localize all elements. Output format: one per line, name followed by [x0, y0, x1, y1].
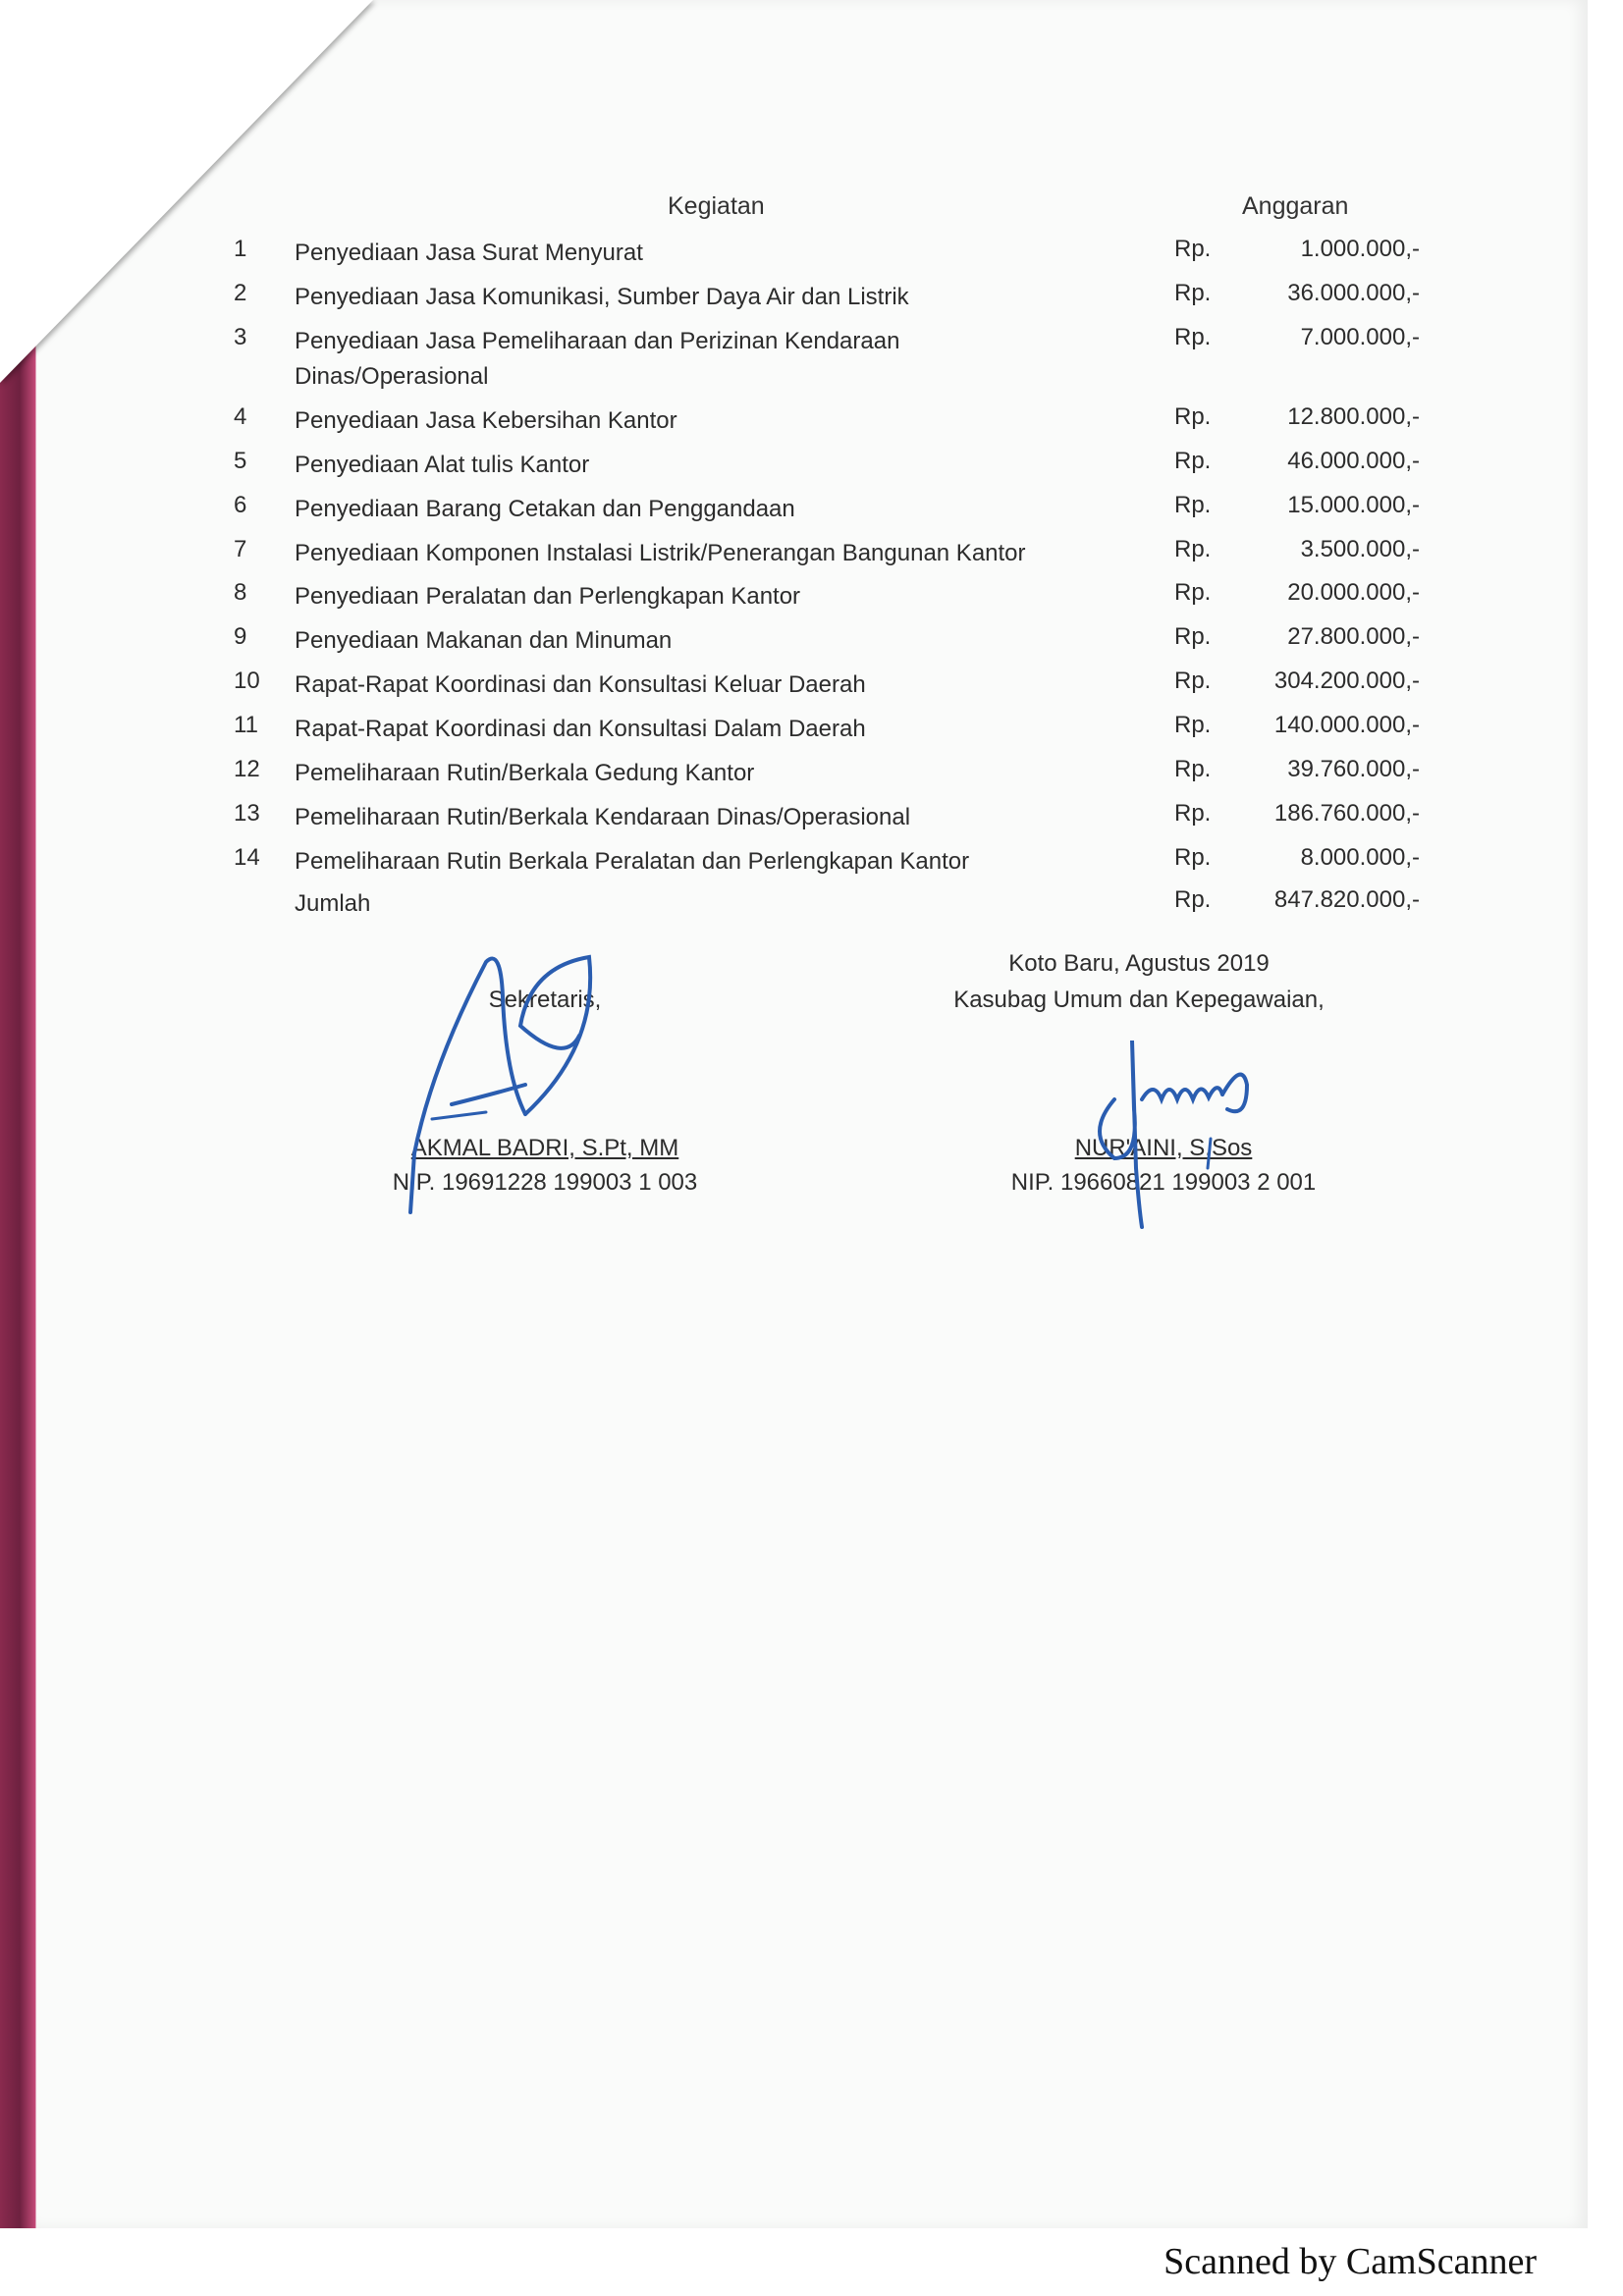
table-row	[0, 448, 1623, 491]
signatory-right-title: Kasubag Umum dan Kepegawaian,	[953, 987, 1325, 1013]
row-currency: Rp.	[1174, 536, 1212, 562]
row-amount: 15.000.000,-	[1287, 492, 1420, 518]
row-description: Penyediaan Jasa Surat Menyurat	[295, 240, 643, 266]
signatory-right-nip: NIP. 19660821 199003 2 001	[1010, 1169, 1317, 1196]
row-currency: Rp.	[1174, 448, 1212, 474]
row-amount: 3.500.000,-	[1300, 536, 1420, 562]
row-currency: Rp.	[1174, 579, 1212, 606]
row-number: 9	[234, 623, 247, 650]
row-number: 11	[234, 712, 258, 738]
table-row	[0, 844, 1623, 887]
table-row	[0, 324, 1623, 402]
row-number: 5	[234, 448, 247, 474]
row-currency: Rp.	[1174, 280, 1212, 306]
row-description: Rapat-Rapat Koordinasi dan Konsultasi Dalam Daerah	[295, 716, 866, 742]
table-row	[0, 492, 1623, 535]
row-currency: Rp.	[1174, 667, 1212, 694]
signatory-left-name: AKMAL BADRI, S.Pt, MM	[410, 1135, 679, 1161]
row-description: Pemeliharaan Rutin Berkala Peralatan dan Perlengkapan Kantor	[295, 848, 970, 875]
total-amount: 847.820.000,-	[1273, 886, 1420, 913]
row-description: Penyediaan Komponen Instalasi Listrik/Penerangan Bangunan Kantor	[295, 540, 1026, 566]
row-description: Penyediaan Makanan dan Minuman	[295, 627, 673, 654]
row-description: Penyediaan Alat tulis Kantor	[295, 452, 590, 478]
table-row	[0, 236, 1623, 279]
row-currency: Rp.	[1174, 712, 1212, 738]
total-currency: Rp.	[1174, 886, 1212, 913]
row-number: 14	[234, 844, 260, 871]
row-currency: Rp.	[1174, 492, 1212, 518]
row-currency: Rp.	[1174, 403, 1212, 430]
table-row	[0, 280, 1623, 323]
signatory-left-title: Sekretaris,	[488, 987, 602, 1013]
table-total-row	[0, 886, 1623, 930]
table-row	[0, 579, 1623, 622]
row-currency: Rp.	[1174, 236, 1212, 262]
row-amount: 39.760.000,-	[1287, 756, 1420, 782]
signatory-left-nip: NIP. 19691228 199003 1 003	[392, 1169, 698, 1196]
row-description: Penyediaan Jasa Komunikasi, Sumber Daya Air dan Listrik	[295, 284, 909, 310]
signature-right	[1085, 1041, 1281, 1237]
header-kegiatan: Kegiatan	[668, 192, 765, 220]
row-description: Pemeliharaan Rutin/Berkala Kendaraan Dinas/Operasional	[295, 804, 911, 830]
table-row	[0, 536, 1623, 579]
row-amount: 8.000.000,-	[1300, 844, 1420, 871]
row-number: 10	[234, 667, 260, 694]
row-amount: 140.000.000,-	[1273, 712, 1420, 738]
row-amount: 46.000.000,-	[1287, 448, 1420, 474]
row-amount: 36.000.000,-	[1287, 280, 1420, 306]
row-description: Penyediaan Jasa Pemeliharaan dan Perizinan Kendaraan Dinas/Operasional	[295, 328, 900, 390]
row-amount: 1.000.000,-	[1300, 236, 1420, 262]
signatory-right-place-date: Koto Baru, Agustus 2019	[1008, 950, 1270, 977]
table-row	[0, 800, 1623, 843]
scanner-watermark: Scanned by CamScanner	[1163, 2241, 1537, 2282]
row-amount: 304.200.000,-	[1273, 667, 1420, 694]
row-currency: Rp.	[1174, 623, 1212, 650]
row-number: 4	[234, 403, 247, 430]
row-number: 3	[234, 324, 247, 350]
row-currency: Rp.	[1174, 844, 1212, 871]
total-label: Jumlah	[295, 890, 371, 917]
table-row	[0, 712, 1623, 755]
row-number: 1	[234, 236, 247, 262]
row-number: 6	[234, 492, 247, 518]
row-description: Rapat-Rapat Koordinasi dan Konsultasi Keluar Daerah	[295, 671, 866, 698]
row-currency: Rp.	[1174, 756, 1212, 782]
row-amount: 27.800.000,-	[1287, 623, 1420, 650]
row-amount: 20.000.000,-	[1287, 579, 1420, 606]
row-amount: 186.760.000,-	[1273, 800, 1420, 827]
row-description: Penyediaan Barang Cetakan dan Penggandaan	[295, 496, 795, 522]
row-description: Pemeliharaan Rutin/Berkala Gedung Kantor	[295, 760, 755, 786]
signatory-right-name: NUR'AINI, S.Sos	[1074, 1135, 1253, 1161]
row-number: 2	[234, 280, 247, 306]
row-description: Penyediaan Jasa Kebersihan Kantor	[295, 407, 677, 434]
row-number: 7	[234, 536, 247, 562]
row-amount: 12.800.000,-	[1287, 403, 1420, 430]
row-number: 8	[234, 579, 247, 606]
table-row	[0, 623, 1623, 667]
row-description: Penyediaan Peralatan dan Perlengkapan Kantor	[295, 583, 801, 610]
row-currency: Rp.	[1174, 324, 1212, 350]
row-currency: Rp.	[1174, 800, 1212, 827]
table-row	[0, 667, 1623, 711]
table-row	[0, 756, 1623, 799]
header-anggaran: Anggaran	[1242, 192, 1349, 220]
table-row	[0, 403, 1623, 447]
row-number: 13	[234, 800, 260, 827]
row-amount: 7.000.000,-	[1300, 324, 1420, 350]
row-number: 12	[234, 756, 260, 782]
signature-left	[393, 928, 628, 1222]
